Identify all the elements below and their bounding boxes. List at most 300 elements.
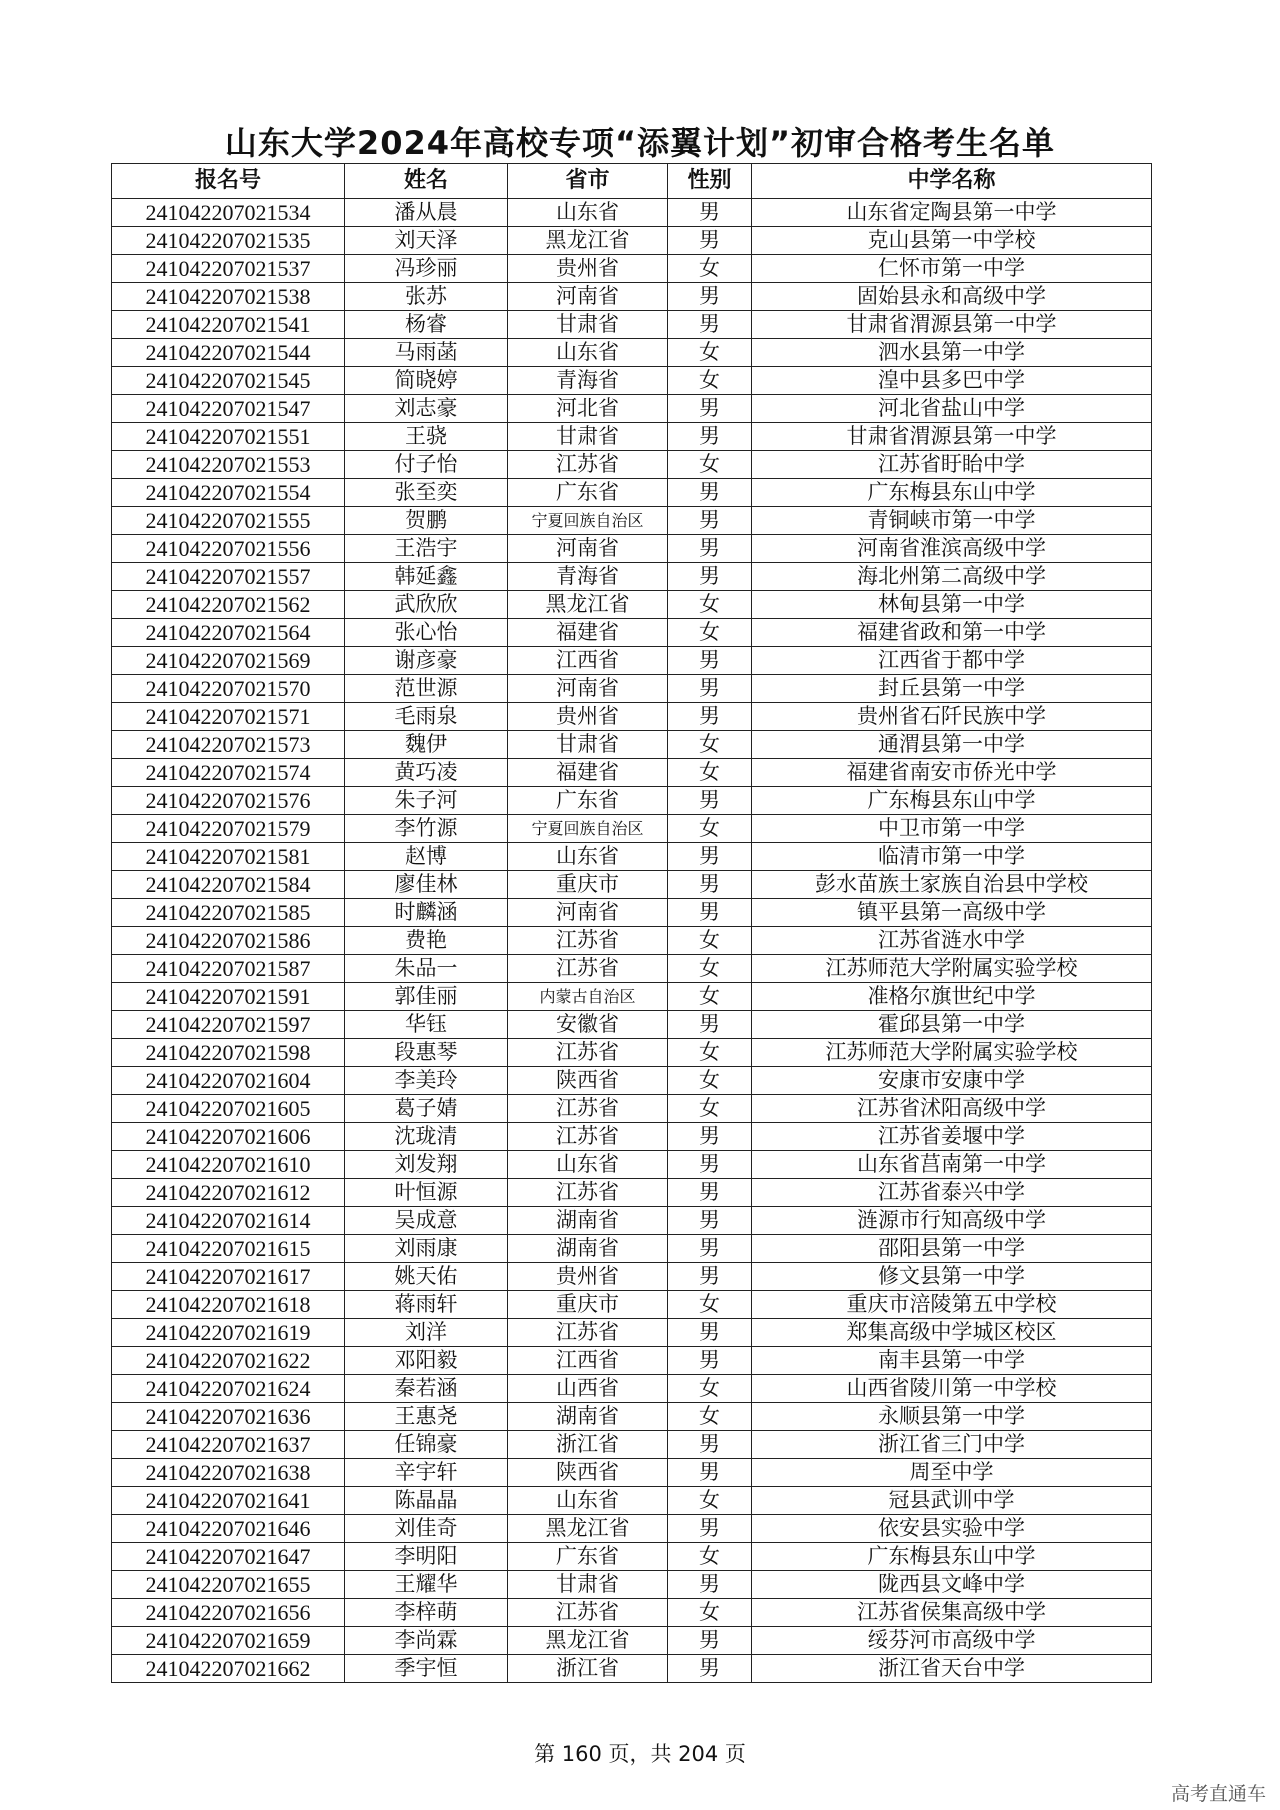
gender-cell: 女 xyxy=(668,619,752,647)
province-cell: 贵州省 xyxy=(508,1263,668,1291)
name-cell: 邓阳毅 xyxy=(345,1347,508,1375)
school-name-cell: 河南省淮滨高级中学 xyxy=(752,535,1152,563)
province-cell: 宁夏回族自治区 xyxy=(508,815,668,843)
province-cell: 重庆市 xyxy=(508,1291,668,1319)
gender-cell: 男 xyxy=(668,395,752,423)
table-row xyxy=(112,815,1152,843)
name-cell: 贺鹏 xyxy=(345,507,508,535)
gender-cell: 男 xyxy=(668,1123,752,1151)
school-name-cell: 贵州省石阡民族中学 xyxy=(752,703,1152,731)
registration-number-cell: 241042207021624 xyxy=(112,1375,345,1403)
table-row xyxy=(112,731,1152,759)
table-row xyxy=(112,395,1152,423)
table-row xyxy=(112,619,1152,647)
name-cell: 刘发翔 xyxy=(345,1151,508,1179)
registration-number-cell: 241042207021537 xyxy=(112,255,345,283)
gender-cell: 男 xyxy=(668,675,752,703)
gender-cell: 男 xyxy=(668,1011,752,1039)
school-name-cell: 仁怀市第一中学 xyxy=(752,255,1152,283)
province-cell: 陕西省 xyxy=(508,1067,668,1095)
school-name-cell: 南丰县第一中学 xyxy=(752,1347,1152,1375)
name-cell: 王耀华 xyxy=(345,1571,508,1599)
table-row xyxy=(112,1291,1152,1319)
registration-number-cell: 241042207021553 xyxy=(112,451,345,479)
registration-number-cell: 241042207021591 xyxy=(112,983,345,1011)
school-name-cell: 江苏省泰兴中学 xyxy=(752,1179,1152,1207)
table-row xyxy=(112,199,1152,227)
table-row xyxy=(112,227,1152,255)
name-cell: 费艳 xyxy=(345,927,508,955)
name-cell: 范世源 xyxy=(345,675,508,703)
school-name-cell: 湟中县多巴中学 xyxy=(752,367,1152,395)
table-row xyxy=(112,1039,1152,1067)
table-row xyxy=(112,759,1152,787)
name-cell: 韩延鑫 xyxy=(345,563,508,591)
watermark: 高考直通车 xyxy=(1170,1783,1266,1805)
province-cell: 江苏省 xyxy=(508,1095,668,1123)
name-cell: 刘洋 xyxy=(345,1319,508,1347)
registration-number-cell: 241042207021574 xyxy=(112,759,345,787)
table-row xyxy=(112,1151,1152,1179)
header-school-name: 中学名称 xyxy=(752,164,1152,199)
registration-number-cell: 241042207021562 xyxy=(112,591,345,619)
registration-number-cell: 241042207021571 xyxy=(112,703,345,731)
document-title: 山东大学2024年高校专项“添翼计划”初审合格考生名单 xyxy=(224,124,1056,162)
school-name-cell: 广东梅县东山中学 xyxy=(752,479,1152,507)
registration-number-cell: 241042207021547 xyxy=(112,395,345,423)
table-row xyxy=(112,1319,1152,1347)
school-name-cell: 冠县武训中学 xyxy=(752,1487,1152,1515)
province-cell: 河南省 xyxy=(508,283,668,311)
candidate-table xyxy=(111,163,1152,1683)
table-row xyxy=(112,1123,1152,1151)
gender-cell: 女 xyxy=(668,731,752,759)
school-name-cell: 陇西县文峰中学 xyxy=(752,1571,1152,1599)
name-cell: 王骁 xyxy=(345,423,508,451)
table-row xyxy=(112,283,1152,311)
gender-cell: 男 xyxy=(668,1571,752,1599)
province-cell: 江西省 xyxy=(508,1347,668,1375)
province-cell: 江苏省 xyxy=(508,1599,668,1627)
gender-cell: 女 xyxy=(668,1039,752,1067)
school-name-cell: 中卫市第一中学 xyxy=(752,815,1152,843)
school-name-cell: 封丘县第一中学 xyxy=(752,675,1152,703)
registration-number-cell: 241042207021587 xyxy=(112,955,345,983)
table-row xyxy=(112,927,1152,955)
registration-number-cell: 241042207021597 xyxy=(112,1011,345,1039)
gender-cell: 男 xyxy=(668,787,752,815)
registration-number-cell: 241042207021615 xyxy=(112,1235,345,1263)
gender-cell: 男 xyxy=(668,199,752,227)
name-cell: 华钰 xyxy=(345,1011,508,1039)
province-cell: 安徽省 xyxy=(508,1011,668,1039)
gender-cell: 男 xyxy=(668,1431,752,1459)
province-cell: 甘肃省 xyxy=(508,311,668,339)
name-cell: 魏伊 xyxy=(345,731,508,759)
gender-cell: 男 xyxy=(668,507,752,535)
province-cell: 黑龙江省 xyxy=(508,227,668,255)
school-name-cell: 彭水苗族土家族自治县中学校 xyxy=(752,871,1152,899)
registration-number-cell: 241042207021659 xyxy=(112,1627,345,1655)
registration-number-cell: 241042207021576 xyxy=(112,787,345,815)
registration-number-cell: 241042207021622 xyxy=(112,1347,345,1375)
registration-number-cell: 241042207021610 xyxy=(112,1151,345,1179)
name-cell: 王惠尧 xyxy=(345,1403,508,1431)
gender-cell: 男 xyxy=(668,1207,752,1235)
school-name-cell: 福建省南安市侨光中学 xyxy=(752,759,1152,787)
gender-cell: 女 xyxy=(668,591,752,619)
province-cell: 广东省 xyxy=(508,787,668,815)
table-row xyxy=(112,983,1152,1011)
school-name-cell: 镇平县第一高级中学 xyxy=(752,899,1152,927)
table-row xyxy=(112,479,1152,507)
province-cell: 黑龙江省 xyxy=(508,1515,668,1543)
name-cell: 武欣欣 xyxy=(345,591,508,619)
gender-cell: 女 xyxy=(668,1375,752,1403)
table-row xyxy=(112,1403,1152,1431)
table-row xyxy=(112,955,1152,983)
gender-cell: 女 xyxy=(668,1487,752,1515)
table-row xyxy=(112,703,1152,731)
table-row xyxy=(112,339,1152,367)
name-cell: 刘佳奇 xyxy=(345,1515,508,1543)
school-name-cell: 临清市第一中学 xyxy=(752,843,1152,871)
registration-number-cell: 241042207021541 xyxy=(112,311,345,339)
gender-cell: 男 xyxy=(668,227,752,255)
province-cell: 青海省 xyxy=(508,367,668,395)
province-cell: 河南省 xyxy=(508,675,668,703)
registration-number-cell: 241042207021555 xyxy=(112,507,345,535)
gender-cell: 男 xyxy=(668,647,752,675)
table-row xyxy=(112,507,1152,535)
gender-cell: 女 xyxy=(668,983,752,1011)
table-row xyxy=(112,1095,1152,1123)
gender-cell: 男 xyxy=(668,1179,752,1207)
table-row xyxy=(112,1011,1152,1039)
name-cell: 陈晶晶 xyxy=(345,1487,508,1515)
table-row xyxy=(112,1627,1152,1655)
province-cell: 甘肃省 xyxy=(508,1571,668,1599)
province-cell: 湖南省 xyxy=(508,1403,668,1431)
school-name-cell: 依安县实验中学 xyxy=(752,1515,1152,1543)
province-cell: 江苏省 xyxy=(508,955,668,983)
table-row xyxy=(112,1375,1152,1403)
registration-number-cell: 241042207021570 xyxy=(112,675,345,703)
name-cell: 时麟涵 xyxy=(345,899,508,927)
province-cell: 河南省 xyxy=(508,535,668,563)
table-row xyxy=(112,311,1152,339)
school-name-cell: 浙江省天台中学 xyxy=(752,1655,1152,1683)
school-name-cell: 江苏省沭阳高级中学 xyxy=(752,1095,1152,1123)
province-cell: 山东省 xyxy=(508,843,668,871)
name-cell: 郭佳丽 xyxy=(345,983,508,1011)
registration-number-cell: 241042207021646 xyxy=(112,1515,345,1543)
registration-number-cell: 241042207021612 xyxy=(112,1179,345,1207)
gender-cell: 男 xyxy=(668,479,752,507)
province-cell: 河南省 xyxy=(508,899,668,927)
table-row xyxy=(112,451,1152,479)
table-row xyxy=(112,843,1152,871)
school-name-cell: 准格尔旗世纪中学 xyxy=(752,983,1152,1011)
registration-number-cell: 241042207021647 xyxy=(112,1543,345,1571)
school-name-cell: 安康市安康中学 xyxy=(752,1067,1152,1095)
province-cell: 河北省 xyxy=(508,395,668,423)
gender-cell: 女 xyxy=(668,1291,752,1319)
gender-cell: 男 xyxy=(668,311,752,339)
name-cell: 李梓萌 xyxy=(345,1599,508,1627)
school-name-cell: 江苏师范大学附属实验学校 xyxy=(752,1039,1152,1067)
school-name-cell: 浙江省三门中学 xyxy=(752,1431,1152,1459)
table-row xyxy=(112,1487,1152,1515)
registration-number-cell: 241042207021534 xyxy=(112,199,345,227)
province-cell: 贵州省 xyxy=(508,255,668,283)
table-row xyxy=(112,675,1152,703)
province-cell: 山西省 xyxy=(508,1375,668,1403)
table-row xyxy=(112,367,1152,395)
name-cell: 朱品一 xyxy=(345,955,508,983)
registration-number-cell: 241042207021606 xyxy=(112,1123,345,1151)
name-cell: 蒋雨轩 xyxy=(345,1291,508,1319)
gender-cell: 男 xyxy=(668,871,752,899)
registration-number-cell: 241042207021584 xyxy=(112,871,345,899)
gender-cell: 女 xyxy=(668,339,752,367)
gender-cell: 男 xyxy=(668,423,752,451)
table-row xyxy=(112,535,1152,563)
school-name-cell: 广东梅县东山中学 xyxy=(752,1543,1152,1571)
name-cell: 叶恒源 xyxy=(345,1179,508,1207)
province-cell: 内蒙古自治区 xyxy=(508,983,668,1011)
table-row xyxy=(112,1347,1152,1375)
registration-number-cell: 241042207021581 xyxy=(112,843,345,871)
name-cell: 李美玲 xyxy=(345,1067,508,1095)
table-row xyxy=(112,787,1152,815)
province-cell: 湖南省 xyxy=(508,1235,668,1263)
name-cell: 刘志豪 xyxy=(345,395,508,423)
name-cell: 张苏 xyxy=(345,283,508,311)
registration-number-cell: 241042207021655 xyxy=(112,1571,345,1599)
school-name-cell: 江苏师范大学附属实验学校 xyxy=(752,955,1152,983)
province-cell: 重庆市 xyxy=(508,871,668,899)
province-cell: 江苏省 xyxy=(508,1123,668,1151)
table-row xyxy=(112,1067,1152,1095)
school-name-cell: 霍邱县第一中学 xyxy=(752,1011,1152,1039)
table-row xyxy=(112,1655,1152,1683)
registration-number-cell: 241042207021637 xyxy=(112,1431,345,1459)
province-cell: 山东省 xyxy=(508,339,668,367)
name-cell: 秦若涵 xyxy=(345,1375,508,1403)
gender-cell: 男 xyxy=(668,535,752,563)
registration-number-cell: 241042207021641 xyxy=(112,1487,345,1515)
gender-cell: 女 xyxy=(668,1403,752,1431)
gender-cell: 女 xyxy=(668,1067,752,1095)
registration-number-cell: 241042207021636 xyxy=(112,1403,345,1431)
table-row xyxy=(112,1459,1152,1487)
registration-number-cell: 241042207021551 xyxy=(112,423,345,451)
name-cell: 刘天泽 xyxy=(345,227,508,255)
school-name-cell: 山西省陵川第一中学校 xyxy=(752,1375,1152,1403)
province-cell: 黑龙江省 xyxy=(508,1627,668,1655)
province-cell: 宁夏回族自治区 xyxy=(508,507,668,535)
table-row xyxy=(112,1599,1152,1627)
name-cell: 张心怡 xyxy=(345,619,508,647)
province-cell: 山东省 xyxy=(508,199,668,227)
school-name-cell: 修文县第一中学 xyxy=(752,1263,1152,1291)
table-row xyxy=(112,1179,1152,1207)
name-cell: 黄巧凌 xyxy=(345,759,508,787)
registration-number-cell: 241042207021619 xyxy=(112,1319,345,1347)
name-cell: 冯珍丽 xyxy=(345,255,508,283)
table-row xyxy=(112,563,1152,591)
school-name-cell: 江苏省侯集高级中学 xyxy=(752,1599,1152,1627)
province-cell: 黑龙江省 xyxy=(508,591,668,619)
province-cell: 山东省 xyxy=(508,1487,668,1515)
school-name-cell: 绥芬河市高级中学 xyxy=(752,1627,1152,1655)
school-name-cell: 周至中学 xyxy=(752,1459,1152,1487)
registration-number-cell: 241042207021586 xyxy=(112,927,345,955)
registration-number-cell: 241042207021638 xyxy=(112,1459,345,1487)
name-cell: 段惠琴 xyxy=(345,1039,508,1067)
name-cell: 张至奕 xyxy=(345,479,508,507)
name-cell: 李尚霖 xyxy=(345,1627,508,1655)
gender-cell: 女 xyxy=(668,1599,752,1627)
province-cell: 江苏省 xyxy=(508,1319,668,1347)
registration-number-cell: 241042207021656 xyxy=(112,1599,345,1627)
name-cell: 毛雨泉 xyxy=(345,703,508,731)
registration-number-cell: 241042207021535 xyxy=(112,227,345,255)
name-cell: 吴成意 xyxy=(345,1207,508,1235)
gender-cell: 女 xyxy=(668,367,752,395)
name-cell: 杨睿 xyxy=(345,311,508,339)
name-cell: 朱子河 xyxy=(345,787,508,815)
registration-number-cell: 241042207021598 xyxy=(112,1039,345,1067)
gender-cell: 女 xyxy=(668,927,752,955)
school-name-cell: 甘肃省渭源县第一中学 xyxy=(752,423,1152,451)
gender-cell: 男 xyxy=(668,703,752,731)
school-name-cell: 江苏省盱眙中学 xyxy=(752,451,1152,479)
gender-cell: 女 xyxy=(668,1543,752,1571)
name-cell: 李竹源 xyxy=(345,815,508,843)
registration-number-cell: 241042207021614 xyxy=(112,1207,345,1235)
registration-number-cell: 241042207021545 xyxy=(112,367,345,395)
table-row xyxy=(112,1263,1152,1291)
province-cell: 江苏省 xyxy=(508,927,668,955)
gender-cell: 男 xyxy=(668,283,752,311)
gender-cell: 男 xyxy=(668,1151,752,1179)
school-name-cell: 江苏省涟水中学 xyxy=(752,927,1152,955)
gender-cell: 女 xyxy=(668,955,752,983)
gender-cell: 男 xyxy=(668,899,752,927)
registration-number-cell: 241042207021564 xyxy=(112,619,345,647)
school-name-cell: 固始县永和高级中学 xyxy=(752,283,1152,311)
name-cell: 王浩宇 xyxy=(345,535,508,563)
registration-number-cell: 241042207021573 xyxy=(112,731,345,759)
table-row xyxy=(112,871,1152,899)
registration-number-cell: 241042207021617 xyxy=(112,1263,345,1291)
gender-cell: 男 xyxy=(668,1263,752,1291)
school-name-cell: 山东省莒南第一中学 xyxy=(752,1151,1152,1179)
school-name-cell: 河北省盐山中学 xyxy=(752,395,1152,423)
gender-cell: 女 xyxy=(668,255,752,283)
school-name-cell: 山东省定陶县第一中学 xyxy=(752,199,1152,227)
province-cell: 陕西省 xyxy=(508,1459,668,1487)
gender-cell: 男 xyxy=(668,1515,752,1543)
province-cell: 湖南省 xyxy=(508,1207,668,1235)
name-cell: 季宇恒 xyxy=(345,1655,508,1683)
school-name-cell: 克山县第一中学校 xyxy=(752,227,1152,255)
school-name-cell: 邵阳县第一中学 xyxy=(752,1235,1152,1263)
gender-cell: 男 xyxy=(668,1347,752,1375)
school-name-cell: 林甸县第一中学 xyxy=(752,591,1152,619)
school-name-cell: 涟源市行知高级中学 xyxy=(752,1207,1152,1235)
province-cell: 广东省 xyxy=(508,1543,668,1571)
province-cell: 浙江省 xyxy=(508,1655,668,1683)
registration-number-cell: 241042207021538 xyxy=(112,283,345,311)
school-name-cell: 福建省政和第一中学 xyxy=(752,619,1152,647)
table-row xyxy=(112,1571,1152,1599)
header-province: 省市 xyxy=(508,164,668,199)
gender-cell: 女 xyxy=(668,1095,752,1123)
name-cell: 廖佳林 xyxy=(345,871,508,899)
table-row xyxy=(112,1207,1152,1235)
name-cell: 赵博 xyxy=(345,843,508,871)
name-cell: 刘雨康 xyxy=(345,1235,508,1263)
school-name-cell: 甘肃省渭源县第一中学 xyxy=(752,311,1152,339)
school-name-cell: 广东梅县东山中学 xyxy=(752,787,1152,815)
province-cell: 福建省 xyxy=(508,759,668,787)
province-cell: 江苏省 xyxy=(508,451,668,479)
registration-number-cell: 241042207021579 xyxy=(112,815,345,843)
province-cell: 广东省 xyxy=(508,479,668,507)
table-row xyxy=(112,591,1152,619)
registration-number-cell: 241042207021585 xyxy=(112,899,345,927)
name-cell: 葛子婧 xyxy=(345,1095,508,1123)
table-row xyxy=(112,647,1152,675)
name-cell: 李明阳 xyxy=(345,1543,508,1571)
name-cell: 沈珑清 xyxy=(345,1123,508,1151)
name-cell: 任锦豪 xyxy=(345,1431,508,1459)
province-cell: 福建省 xyxy=(508,619,668,647)
school-name-cell: 泗水县第一中学 xyxy=(752,339,1152,367)
table-row xyxy=(112,255,1152,283)
gender-cell: 男 xyxy=(668,843,752,871)
province-cell: 江苏省 xyxy=(508,1039,668,1067)
name-cell: 潘从晨 xyxy=(345,199,508,227)
table-header-row xyxy=(112,164,1152,199)
header-name: 姓名 xyxy=(345,164,508,199)
province-cell: 江苏省 xyxy=(508,1179,668,1207)
header-registration-number: 报名号 xyxy=(112,164,345,199)
registration-number-cell: 241042207021604 xyxy=(112,1067,345,1095)
name-cell: 姚天佑 xyxy=(345,1263,508,1291)
gender-cell: 男 xyxy=(668,1235,752,1263)
gender-cell: 男 xyxy=(668,1655,752,1683)
table-row xyxy=(112,423,1152,451)
school-name-cell: 永顺县第一中学 xyxy=(752,1403,1152,1431)
school-name-cell: 通渭县第一中学 xyxy=(752,731,1152,759)
school-name-cell: 江西省于都中学 xyxy=(752,647,1152,675)
name-cell: 谢彦豪 xyxy=(345,647,508,675)
table-row xyxy=(112,899,1152,927)
registration-number-cell: 241042207021569 xyxy=(112,647,345,675)
registration-number-cell: 241042207021544 xyxy=(112,339,345,367)
province-cell: 江西省 xyxy=(508,647,668,675)
registration-number-cell: 241042207021556 xyxy=(112,535,345,563)
name-cell: 简晓婷 xyxy=(345,367,508,395)
school-name-cell: 江苏省姜堰中学 xyxy=(752,1123,1152,1151)
school-name-cell: 重庆市涪陵第五中学校 xyxy=(752,1291,1152,1319)
province-cell: 甘肃省 xyxy=(508,423,668,451)
gender-cell: 男 xyxy=(668,563,752,591)
